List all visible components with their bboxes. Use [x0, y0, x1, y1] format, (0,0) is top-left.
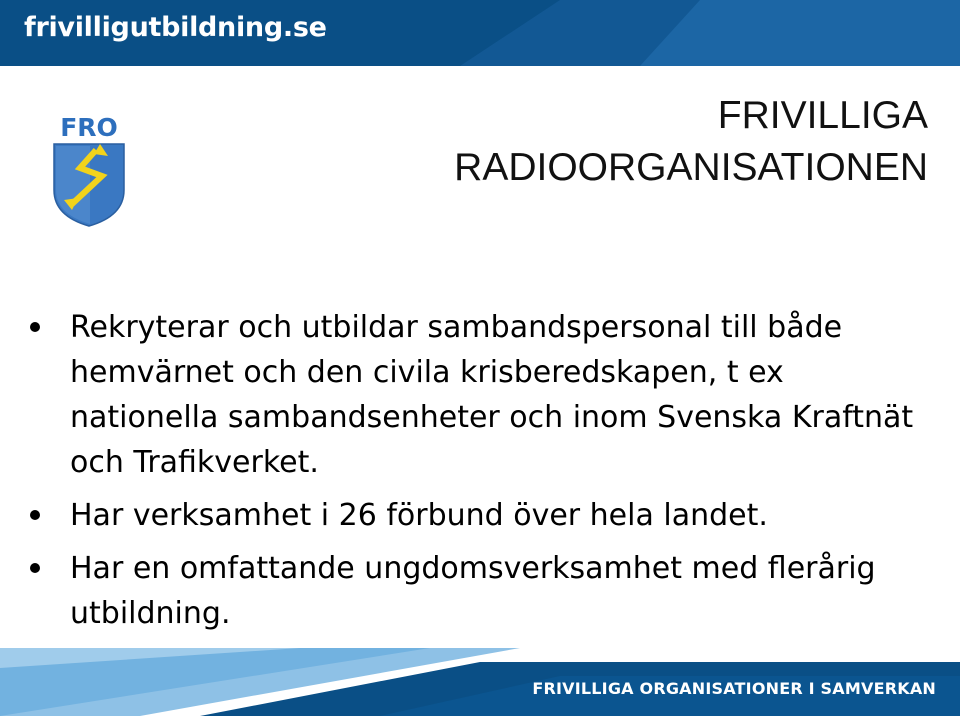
logo-text: FRO [60, 113, 118, 142]
footer-banner [0, 648, 960, 716]
bullet-dot-icon [30, 510, 40, 520]
bullet-item [26, 546, 926, 636]
bullet-text: Rekryterar och utbildar sambandspersonal till både hemvärnet och den civila krisberedskapen, t ex nationella sambandsenheter och inom Svenska Kraftnät och Trafikverket. [70, 310, 914, 480]
bullet-dot-icon [30, 322, 40, 332]
bullet-item [26, 493, 926, 538]
bullet-item [26, 305, 926, 485]
bullet-dot-icon [30, 563, 40, 573]
bullet-text: Har en omfattande ungdomsverksamhet med flerårig utbildning. [70, 551, 876, 631]
page-title [454, 90, 928, 194]
fro-logo [50, 110, 128, 228]
header-banner [0, 0, 960, 66]
bullet-text: Har verksamhet i 26 förbund över hela landet. [70, 498, 768, 533]
brand-name[interactable]: frivilligutbildning.se [24, 12, 327, 43]
footer-text: FRIVILLIGA ORGANISATIONER I SAMVERKAN [532, 679, 936, 698]
title-line-2: RADIOORGANISATIONEN [454, 146, 928, 189]
bullet-list [26, 305, 926, 644]
fro-shield-lightning-logo-icon [50, 110, 128, 228]
title-line-1: FRIVILLIGA [717, 94, 928, 137]
